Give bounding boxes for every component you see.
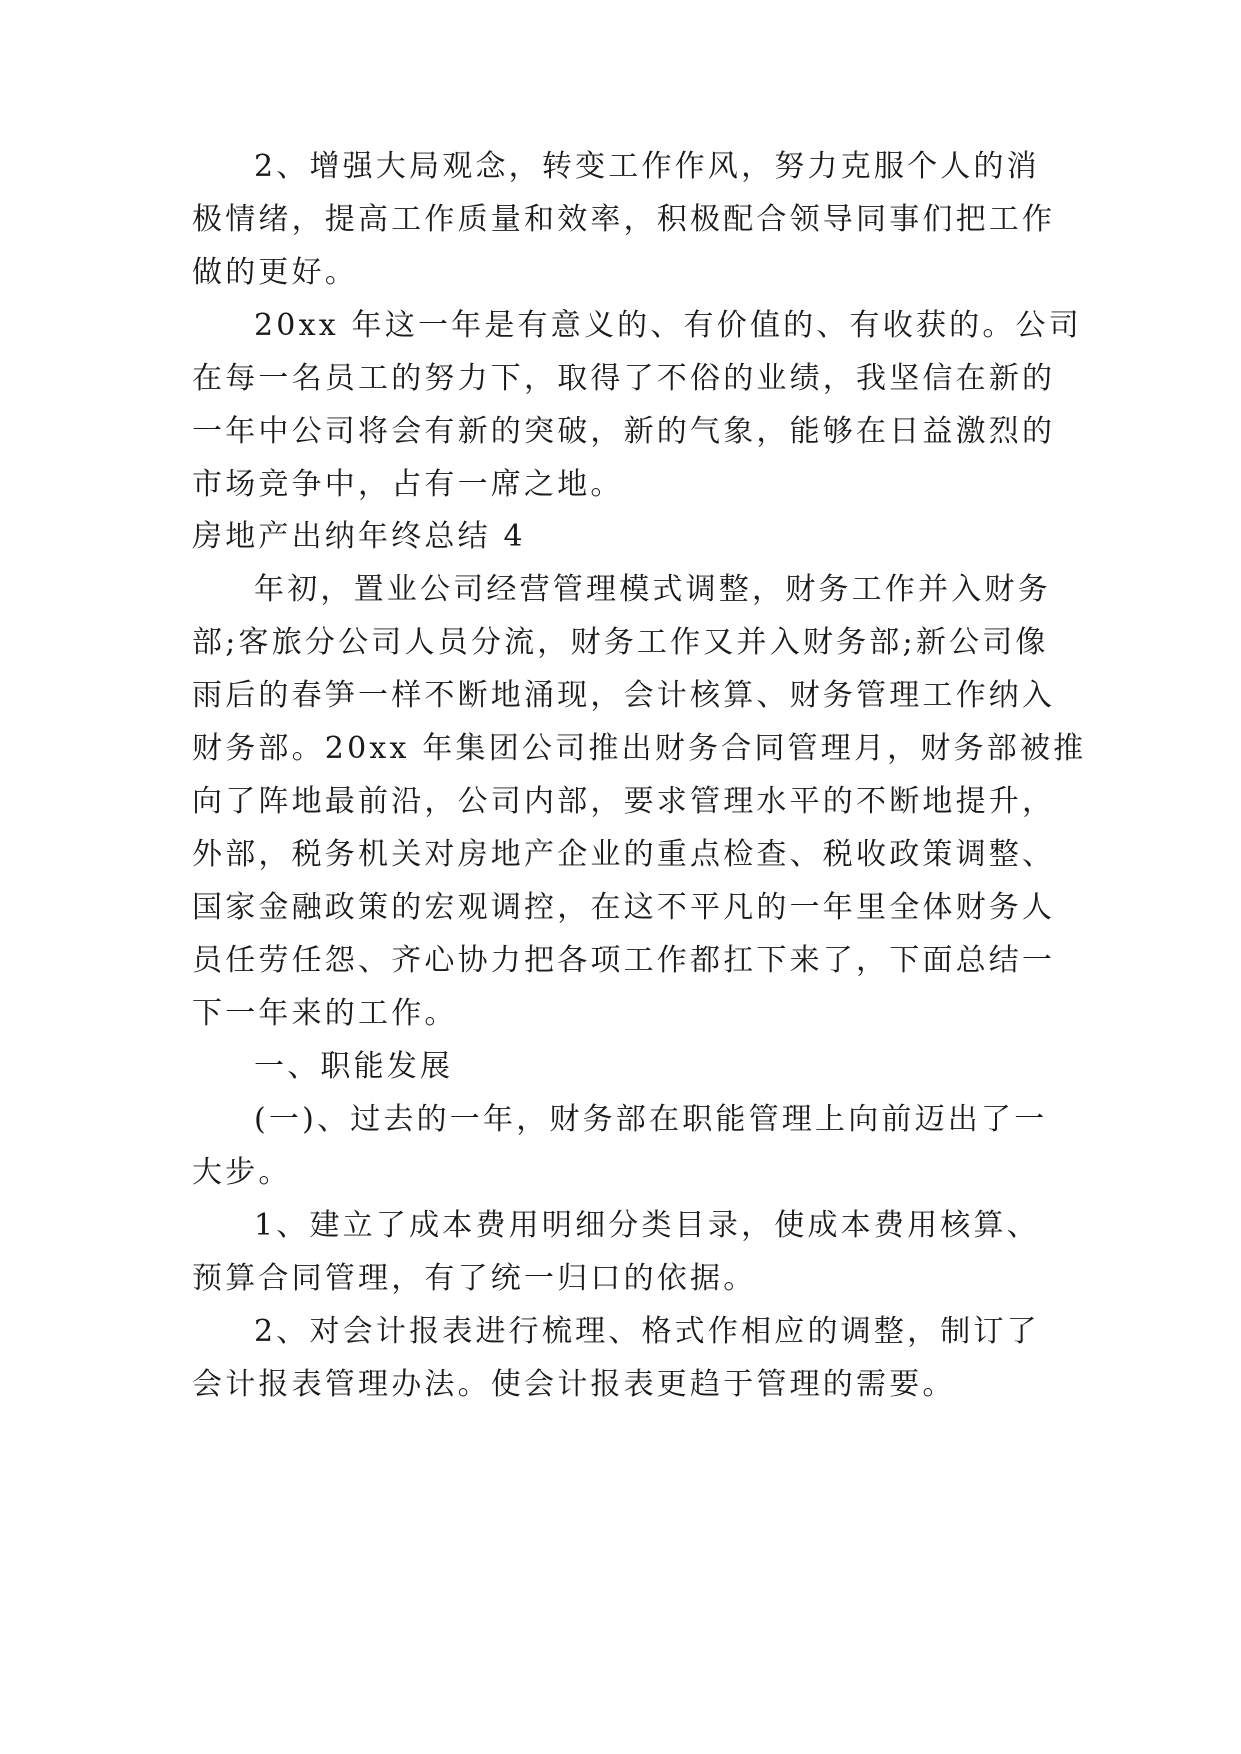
paragraph-line: 向了阵地最前沿，公司内部，要求管理水平的不断地提升， [192, 784, 1056, 819]
paragraph-line: 大步。 [192, 1155, 292, 1190]
paragraph-line: 2、增强大局观念，转变工作作风，努力克服个人的消 [254, 149, 1040, 184]
section-heading: 房地产出纳年终总结 4 [192, 519, 526, 554]
paragraph-line: 1、建立了成本费用明细分类目录，使成本费用核算、 [254, 1208, 1040, 1243]
paragraph-line: 2、对会计报表进行梳理、格式作相应的调整，制订了 [254, 1314, 1040, 1349]
paragraph-line: 财务部。20xx 年集团公司推出财务合同管理月，财务部被推 [192, 731, 1087, 766]
paragraph-line: 年初，置业公司经营管理模式调整，财务工作并入财务 [254, 572, 1051, 607]
paragraph-line: 一年中公司将会有新的突破，新的气象，能够在日益激烈的 [192, 414, 1056, 449]
paragraph-line: 下一年来的工作。 [192, 996, 458, 1031]
paragraph-line: 会计报表管理办法。使会计报表更趋于管理的需要。 [192, 1367, 956, 1402]
paragraph-line: 员任劳任怨、齐心协力把各项工作都扛下来了，下面总结一 [192, 943, 1056, 978]
paragraph-line: 外部，税务机关对房地产企业的重点检查、税收政策调整、 [192, 837, 1056, 872]
paragraph-line: 雨后的春笋一样不断地涌现，会计核算、财务管理工作纳入 [192, 678, 1056, 713]
subsection-heading: 一、职能发展 [254, 1049, 454, 1084]
paragraph-line: 在每一名员工的努力下，取得了不俗的业绩，我坚信在新的 [192, 361, 1056, 396]
paragraph-line: 极情绪，提高工作质量和效率，积极配合领导同事们把工作 [192, 202, 1056, 237]
paragraph-line: 国家金融政策的宏观调控，在这不平凡的一年里全体财务人 [192, 890, 1056, 925]
paragraph-line: 市场竞争中，占有一席之地。 [192, 467, 624, 502]
paragraph-line: (一)、过去的一年，财务部在职能管理上向前迈出了一 [254, 1102, 1048, 1137]
paragraph-line: 20xx 年这一年是有意义的、有价值的、有收获的。公司 [254, 308, 1082, 343]
paragraph-line: 做的更好。 [192, 255, 358, 290]
paragraph-line: 预算合同管理，有了统一归口的依据。 [192, 1261, 757, 1296]
paragraph-line: 部;客旅分公司人员分流，财务工作又并入财务部;新公司像 [192, 625, 1049, 660]
